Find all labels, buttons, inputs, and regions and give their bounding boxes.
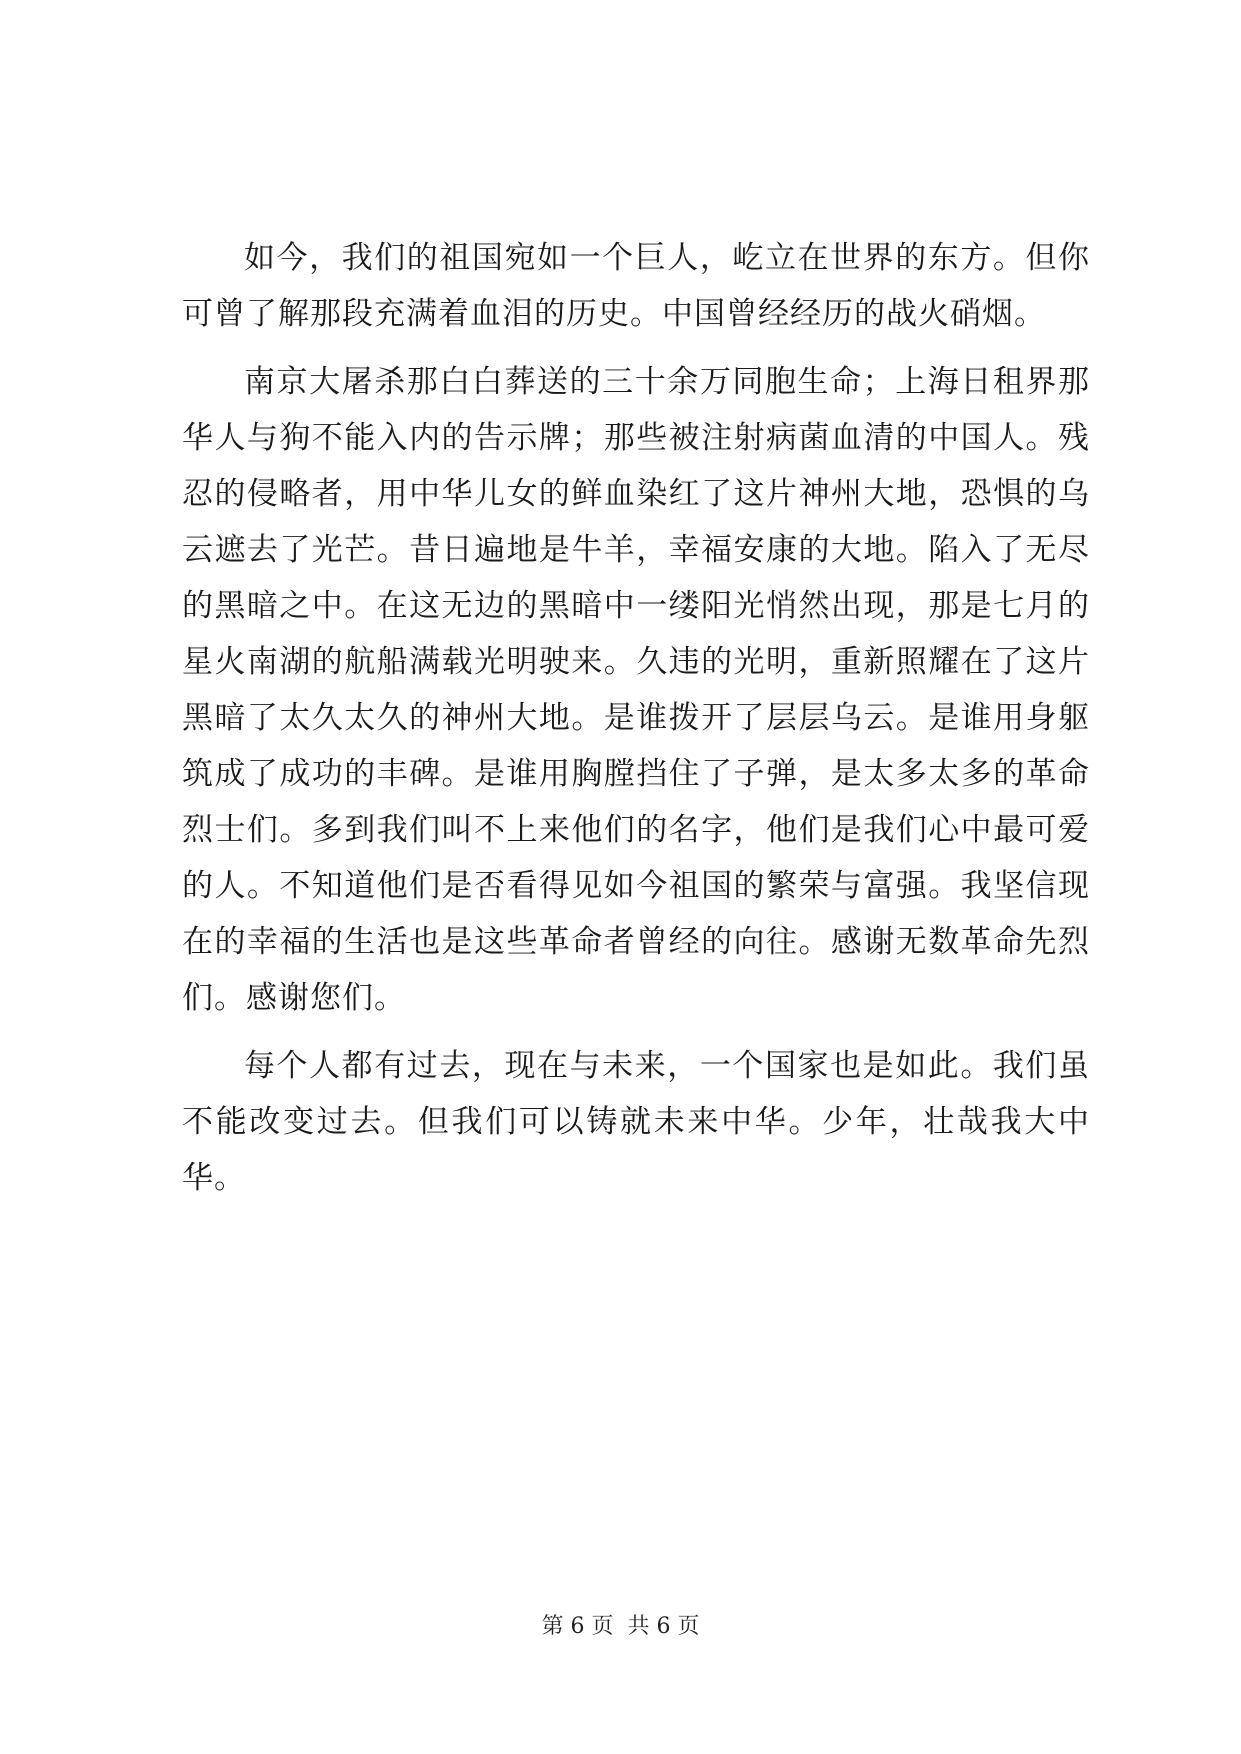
paragraph-2: 南京大屠杀那白白葬送的三十余万同胞生命；上海日租界那华人与狗不能入内的告示牌；那些被注射病菌血清的中国人。残忍的侵略者，用中华儿女的鲜血染红了这片神州大地，恐惧的乌云遮去了光芒。昔日遍地是牛羊，幸福安康的大地。陷入了无尽的黑暗之中。在这无边的黑暗中一缕阳光悄然出现，那是七月的星火南湖的航船满载光明驶来。久违的光明，重新照耀在了这片黑暗了太久太久的神州大地。是谁拨开了层层乌云。是谁用身躯筑成了成功的丰碑。是谁用胸膛挡住了子弹，是太多太多的革命烈士们。多到我们叫不上来他们的名字，他们是我们心中最可爱的人。不知道他们是否看得见如今祖国的繁荣与富强。我坚信现在的幸福的生活也是这些革命者曾经的向往。感谢无数革命先烈们。感谢您们。 <box>182 364 1090 1016</box>
paragraph-3: 每个人都有过去，现在与未来，一个国家也是如此。我们虽不能改变过去。但我们可以铸就未来中华。少年，壮哉我大中华。 <box>182 1048 1090 1196</box>
document-body <box>182 230 1090 1218</box>
paragraph-1: 如今，我们的祖国宛如一个巨人，屹立在世界的东方。但你可曾了解那段充满着血泪的历史。中国曾经经历的战火硝烟。 <box>182 240 1090 332</box>
page-number-current: 第 6 页 <box>541 1614 614 1639</box>
page-footer <box>0 1612 1241 1642</box>
page-number-total: 共 6 页 <box>627 1614 700 1639</box>
